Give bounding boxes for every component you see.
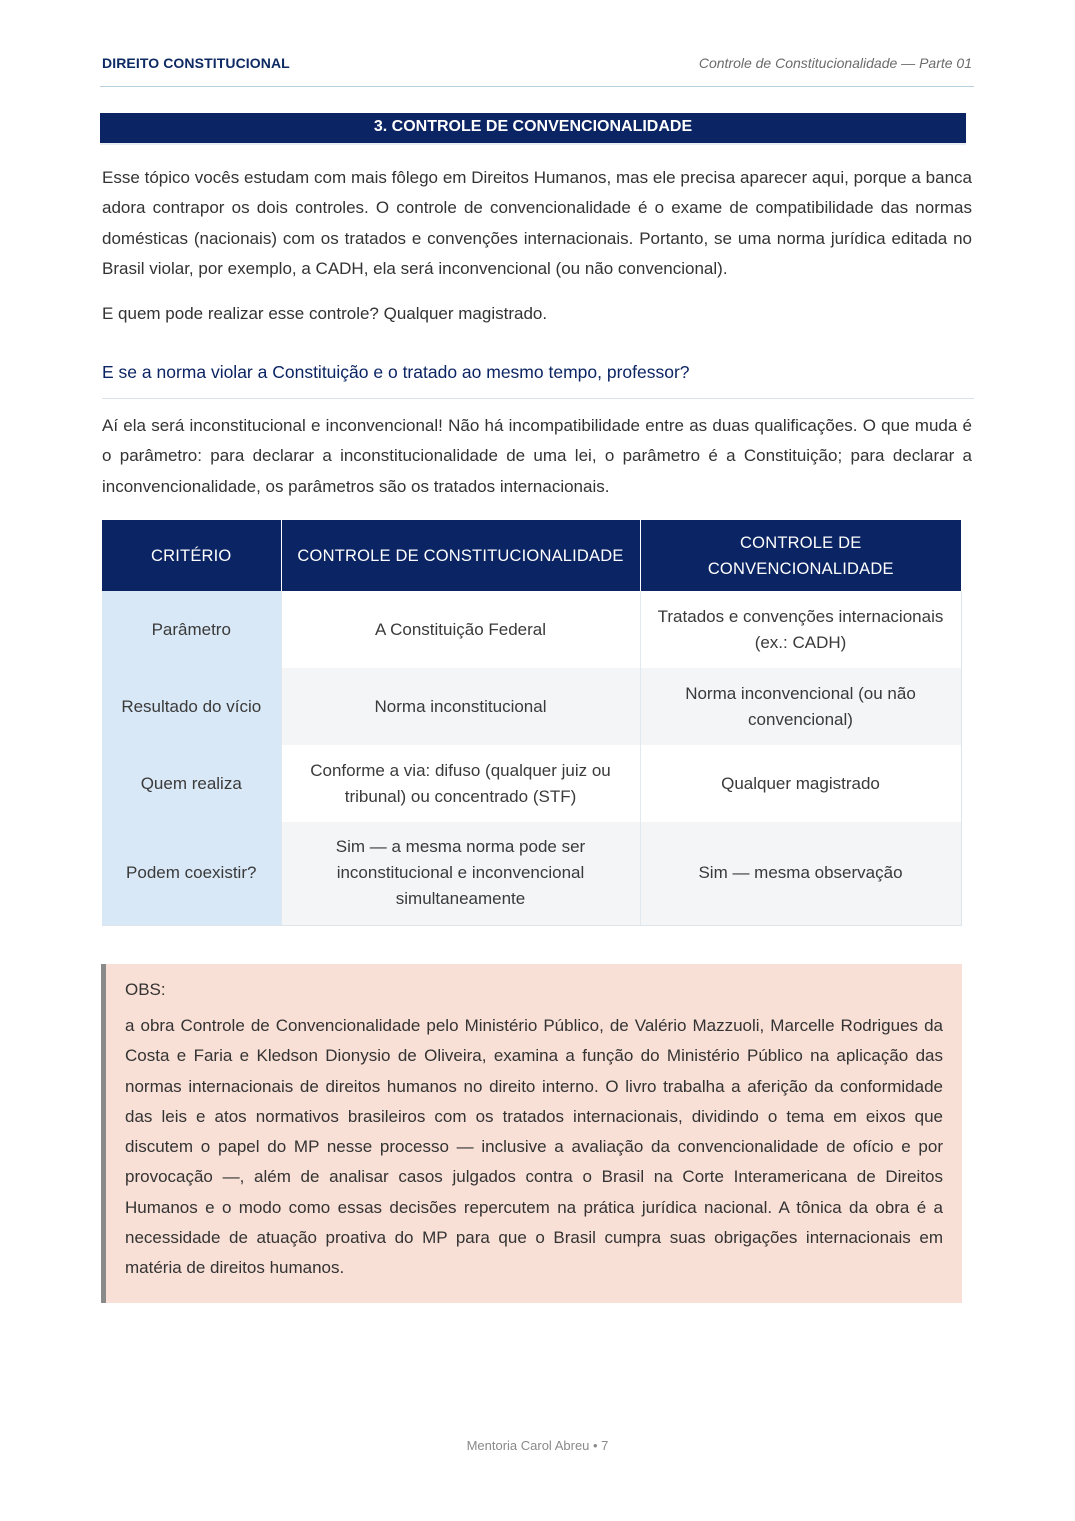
header-topic: Controle de Constitucionalidade — Parte 01 xyxy=(698,55,972,71)
table-cell: Norma inconvencional (ou não convencional) xyxy=(640,668,961,745)
table-cell: A Constituição Federal xyxy=(281,591,640,668)
page-footer: Mentoria Carol Abreu • 7 xyxy=(466,1438,609,1453)
table-criterion-cell: Resultado do vício xyxy=(102,668,281,745)
table-row xyxy=(102,745,961,822)
table-cell: Tratados e convenções internacionais (ex.: CADH) xyxy=(640,591,961,668)
table-cell: Sim — mesma observação xyxy=(640,822,961,925)
table-criterion-cell: Quem realiza xyxy=(102,745,281,822)
table-criterion-cell: Parâmetro xyxy=(102,591,281,668)
table-row xyxy=(102,591,961,668)
obs-title: OBS: xyxy=(125,980,166,999)
table-cell: Qualquer magistrado xyxy=(640,745,961,822)
table-cell: Conforme a via: difuso (qualquer juiz ou tribunal) ou concentrado (STF) xyxy=(281,745,640,822)
intro-paragraph: Esse tópico vocês estudam com mais fôlego em Direitos Humanos, mas ele precisa aparecer aqui, porque a banca adora contrapor os dois controles. O controle de convencionalidade é o exame de compatibilidade das normas domésticas (nacionais) com os tratados e convenções internacionais. Portanto, se uma norma jurídica editada no Brasil violar, por exemplo, a CADH, ela será inconvencional (ou não convencional). xyxy=(102,168,972,278)
subsection-title: E se a norma violar a Constituição e o tratado ao mesmo tempo, professor? xyxy=(102,362,974,399)
comparison-table xyxy=(102,520,962,926)
obs-body: a obra Controle de Convencionalidade pelo Ministério Público, de Valério Mazzuoli, Marcelle Rodrigues da Costa e Faria e Kledson Dionysio de Oliveira, examina a função do Ministério Público na aplicação das normas internacionais de direitos humanos no direito interno. O livro trabalha a aferição da conformidade das leis e atos normativos brasileiros com os tratados internacionais, dividindo o tema em eixos que discutem o papel do MP nesse processo — inclusive a avaliação da convencionalidade de ofício e por provocação —, além de analisar casos julgados contra o Brasil na Corte Interamericana de Direitos Humanos e o modo como essas decisões repercutem na prática jurídica nacional. A tônica da obra é a necessidade de atuação proativa do MP para que o Brasil cumpra suas obrigações internacionais em matéria de direitos humanos. xyxy=(125,1016,943,1278)
table-cell: Norma inconstitucional xyxy=(281,668,640,745)
table-row xyxy=(102,822,961,925)
table-header-row xyxy=(102,520,961,591)
header-subject: DIREITO CONSTITUCIONAL xyxy=(102,55,290,71)
table-criterion-cell: Podem coexistir? xyxy=(102,822,281,925)
intro-question: E quem pode realizar esse controle? Qualquer magistrado. xyxy=(102,304,548,323)
table-header-cell: CONTROLE DE CONVENCIONALIDADE xyxy=(640,520,961,591)
table-header-cell: CONTROLE DE CONSTITUCIONALIDADE xyxy=(281,520,640,591)
page-header xyxy=(100,52,974,87)
table-header-cell: CRITÉRIO xyxy=(102,520,281,591)
table-row xyxy=(102,668,961,745)
subsection-paragraph: Aí ela será inconstitucional e inconvencional! Não há incompatibilidade entre as duas qualificações. O que muda é o parâmetro: para declarar a inconstitucionalidade de uma lei, o parâmetro é a Constituição; para declarar a inconvencionalidade, os parâmetros são os tratados internacionais. xyxy=(102,416,972,496)
obs-callout xyxy=(101,964,962,1303)
table-cell: Sim — a mesma norma pode ser inconstitucional e inconvencional simultaneamente xyxy=(281,822,640,925)
section-title: 3. CONTROLE DE CONVENCIONALIDADE xyxy=(100,113,966,145)
